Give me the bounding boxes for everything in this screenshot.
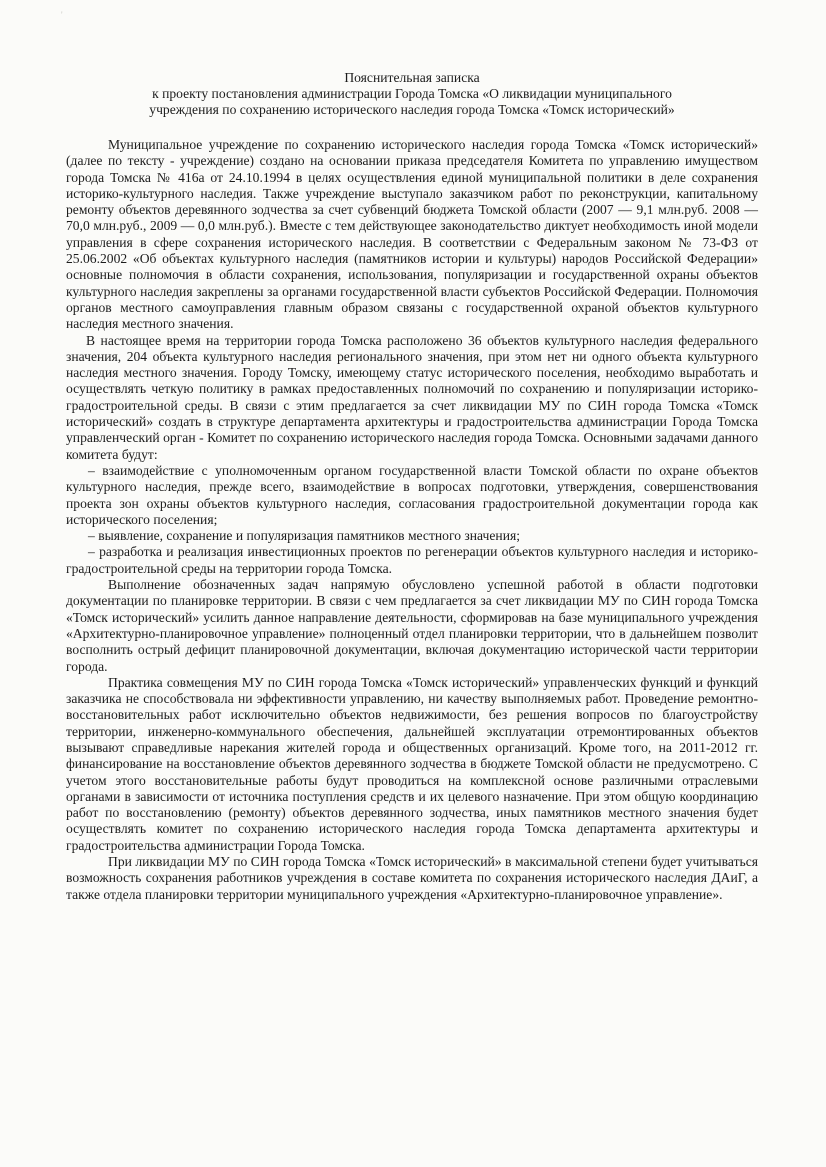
document-title: Пояснительная записка (344, 70, 480, 85)
paragraph-institution-history: Муниципальное учреждение по сохранению исторического наследия города Томска «Томск исторический» (далее по тексту - учреждение) создано на основании приказа председателя Комитета по управлению имуществом города Томска № 416а от 24.10.1994 в целях осуществления единой муниципальной политики в деле сохранения историко-культурного наследия. Также учреждение выступало заказчиком работ по реконструкции, капитальному ремонту объектов деревянного зодчества за счет субвенций бюджета Томской области (2007 — 9,1 млн.руб. 2008 — 70,0 млн.руб., 2009 — 0,0 млн.руб.). Вместе с тем действующее законодательство диктует необходимость иной модели управления в сфере сохранения исторического наследия. В соответствии с Федеральным законом № 73-ФЗ от 25.06.2002 «Об объектах культурного наследия (памятников истории и культуры) народов Российской Федерации» основные полномочия в области сохранения, использования, популяризации и государственной охраны объектов культурного наследия закреплены за органами государственной власти субъектов Российской Федерации. Полномочия органов местного самоуправления главным образом связаны с государственной охраной объектов культурного наследия местного значения. (66, 137, 758, 332)
paragraph-practice-combination: Практика совмещения МУ по СИН города Томска «Томск исторический» управленческих функций и функций заказчика не способствовала ни эффективности управлению, ни качеству выполняемых работ. Проведение ремонтно-восстановительных работ исключительно объектов недвижимости, без решения вопросов по благоустройству территории, инженерно-коммунального обеспечения, дальнейшей эксплуатации отремонтированных объектов вызывают справедливые нарекания жителей города и общественных организаций. Кроме того, на 2011-2012 гг. финансирование на восстановление объектов деревянного зодчества в бюджете Томской области не предусмотрено. С учетом этого восстановительные работы будут проводиться на комплексной основе различными отраслевыми органами в зависимости от источника поступления средств и их целевого назначение. При этом общую координацию работ по восстановлению (ремонту) объектов деревянного зодчества, иных памятников местного значения будет осуществлять комитет по сохранению исторического наследия города Томска департамента архитектуры и градостроительства администрации Города Томска. (66, 674, 758, 853)
list-item-investment-projects: – разработка и реализация инвестиционных проектов по регенерации объектов культурного наследия и историко-градостроительной среды на территории города Томска. (66, 544, 758, 576)
list-item-cooperation: – взаимодействие с уполномоченным органом государственной власти Томской области по охране объектов культурного наследия, прежде всего, взаимодействие в вопросах подготовки, утверждения, совершенствования проекта зон охраны объектов культурного наследия, согласования градостроительной документации города как исторического поселения; (66, 462, 758, 527)
document-subtitle-line-2: учреждения по сохранению исторического наследия города Томска «Томск исторический» (149, 102, 675, 117)
corner-mark: ' (61, 10, 63, 20)
paragraph-heritage-objects: В настоящее время на территории города Томска расположено 36 объектов культурного наследия федерального значения, 204 объекта культурного наследия регионального значения, при этом нет ни одного объекта культурного наследия местного значения. Городу Томску, имеющему статус исторического поселения, необходимо выработать и осуществлять четкую политику в рамках предоставленных полномочий по сохранению и популяризации историко-градостроительной среды. В связи с этим предлагается за счет ликвидации МУ по СИН города Томска «Томск исторический» создать в структуре департамента архитектуры и градостроительства администрации Города Томска управленческий орган - Комитет по сохранению исторического наследия города Томска. Основными задачами данного комитета будут: (66, 332, 758, 462)
list-item-identification: – выявление, сохранение и популяризация памятников местного значения; (88, 528, 520, 544)
paragraph-staff-retention: При ликвидации МУ по СИН города Томска «Томск исторический» в максимальной степени будет учитываться возможность сохранения работников учреждения в составе комитета по сохранения исторического наследия ДАиГ, а также отдела планировки территории муниципального учреждения «Архитектурно-планировочное управление». (66, 854, 758, 902)
document-subtitle-line-1: к проекту постановления администрации Города Томска «О ликвидации муниципального (152, 86, 672, 101)
paragraph-planning-documentation: Выполнение обозначенных задач напрямую обусловлено успешной работой в области подготовки документации по планировке территории. В связи с чем предлагается за счет ликвидации МУ по СИН города Томска «Томск исторический» усилить данное направление деятельности, сформировав на базе муниципального учреждения «Архитектурно-планировочное управление» полноценный отдел планировки территории, что в дальнейшем позволит восполнить острый дефицит планировочной документации, включая документацию исторической части территории города. (66, 577, 758, 674)
document-body (66, 137, 758, 903)
document-header (66, 70, 758, 118)
